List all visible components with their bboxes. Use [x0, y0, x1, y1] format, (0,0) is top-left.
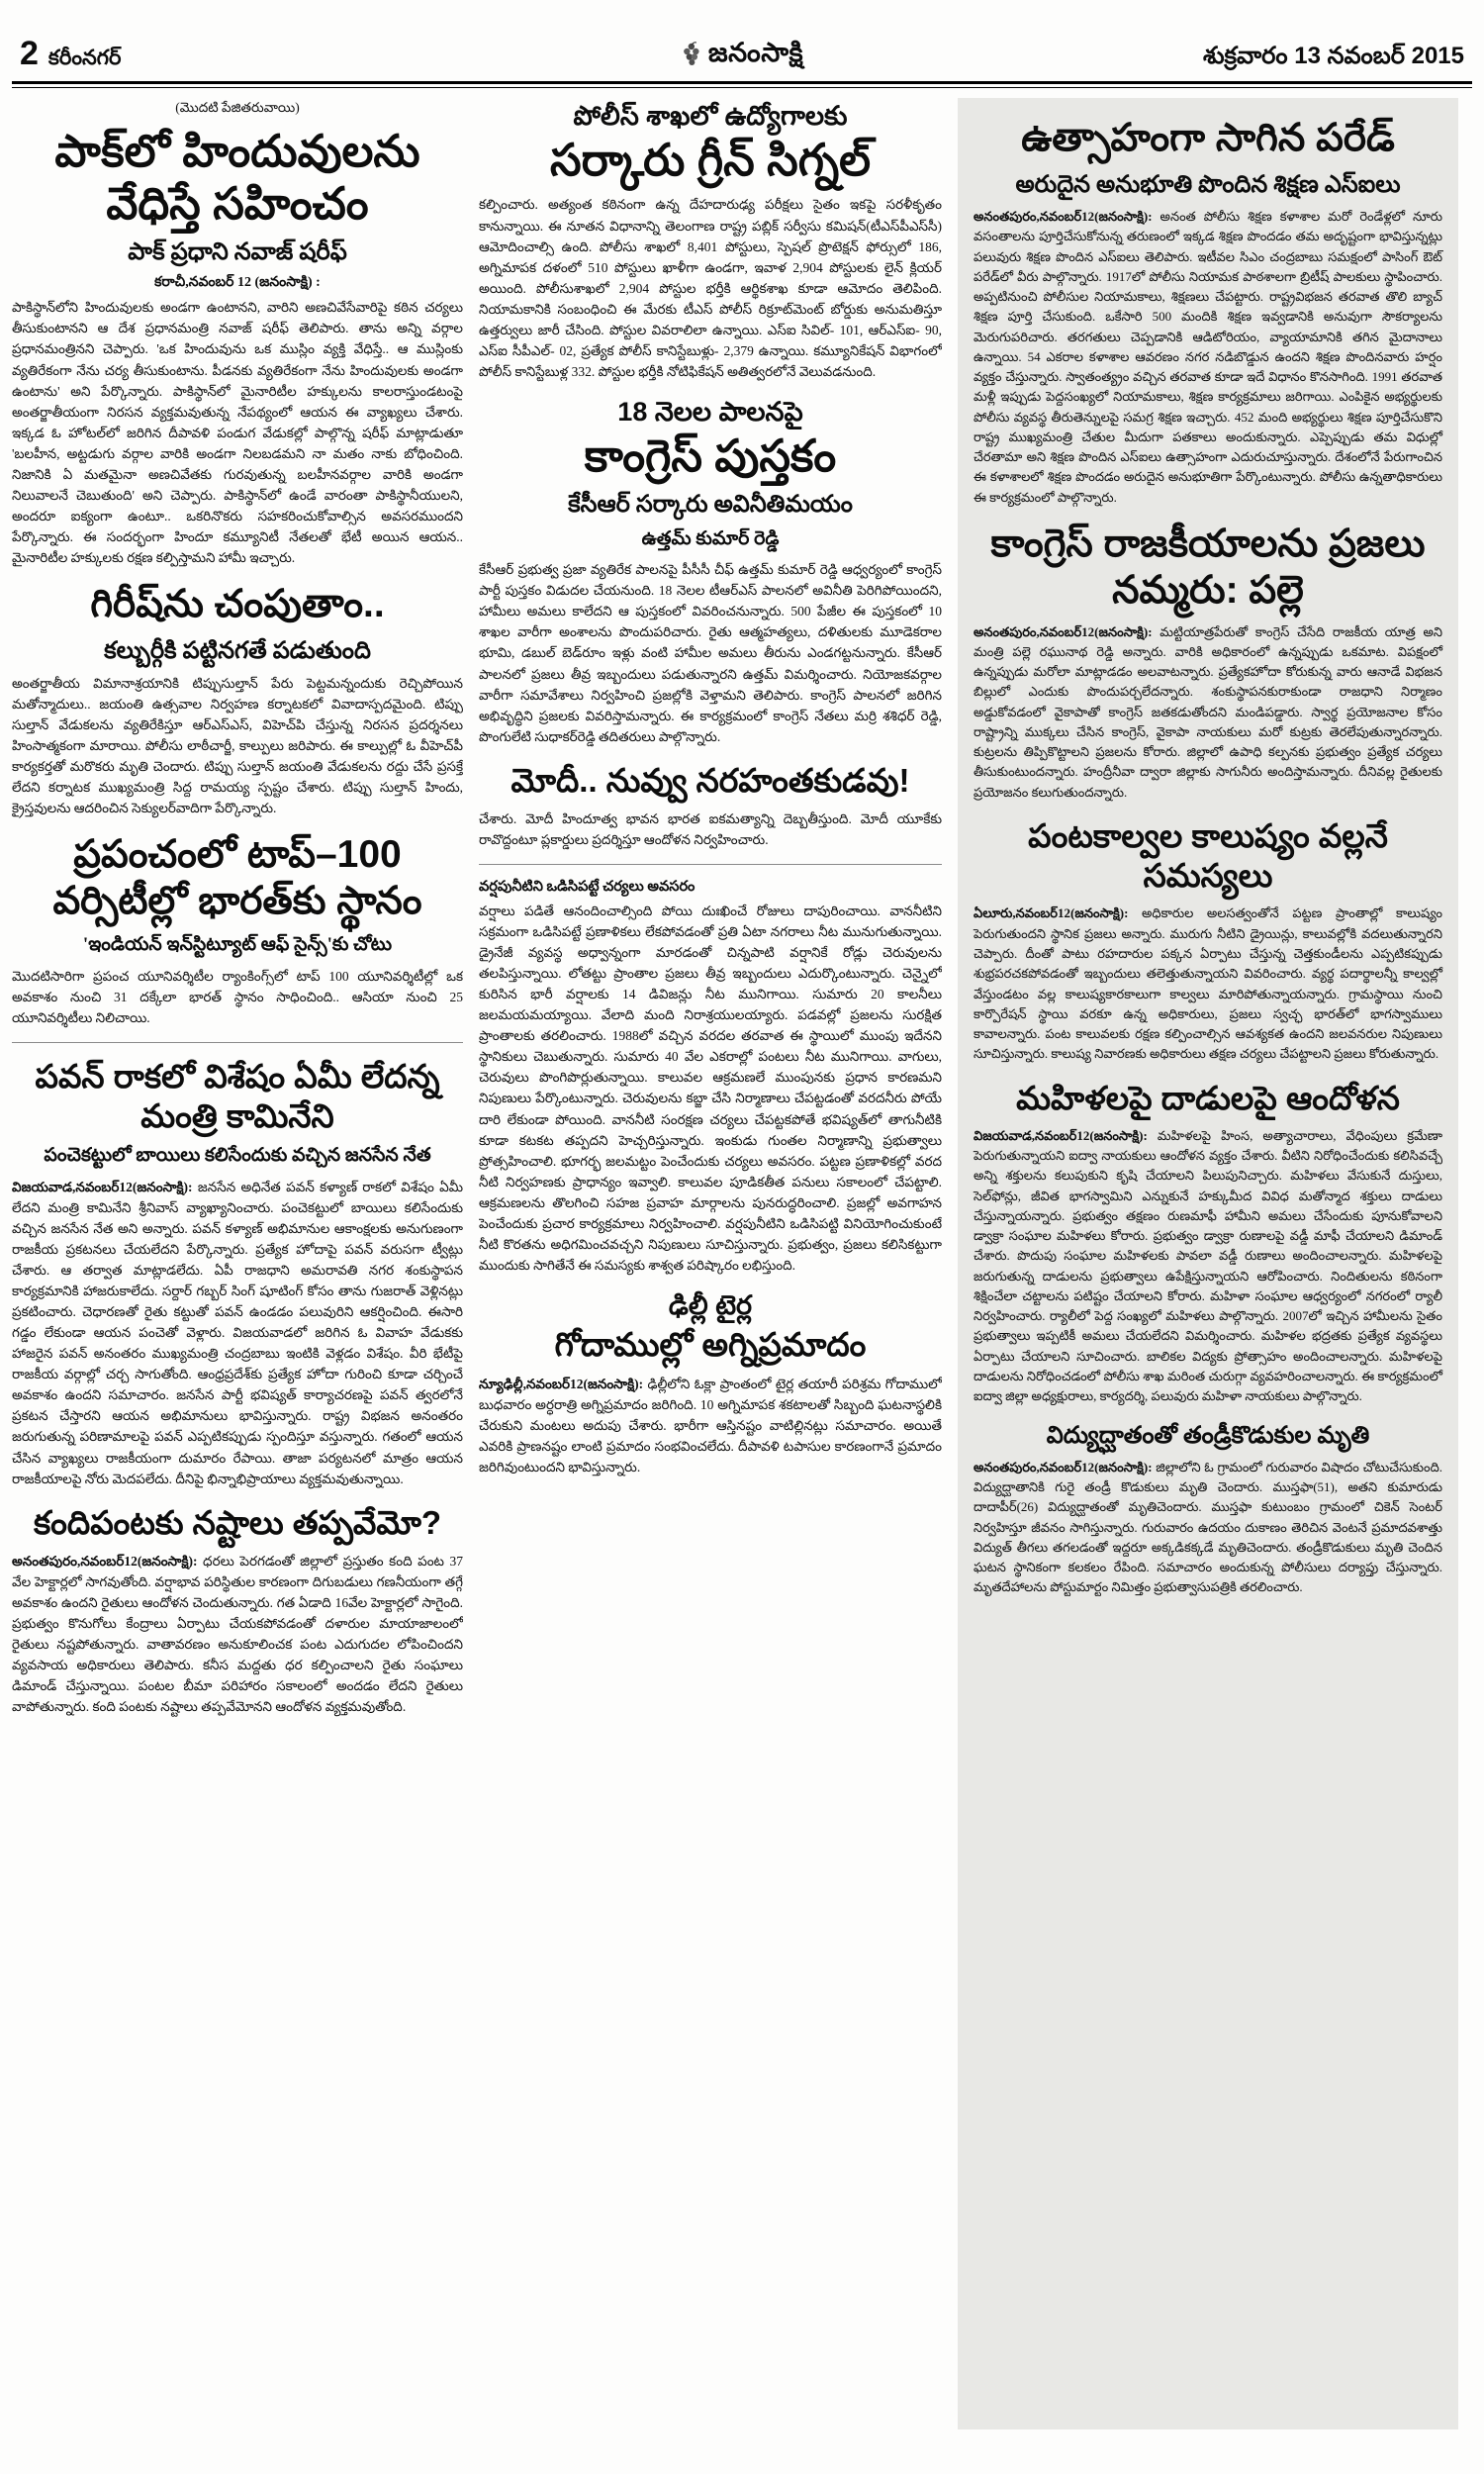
story-women — [974, 1079, 1442, 1407]
electrocution-dateline: అనంతపురం,నవంబర్12(జనంసాక్షి): — [974, 1459, 1153, 1475]
top100-headline: ప్రపంచంలో టాప్–100 వర్సిటీల్లో భారత్‌కు స్థానం — [52, 833, 422, 923]
story-kandi — [12, 1503, 463, 1718]
women-body-text: మహిళలపై హింస, అత్యాచారాలు, వేధింపులు క్రమేణా పెరుగుతున్నాయని ఐద్వా నాయకులు ఆందోళన వ్యక్తం చేశారు. వీటిని నిరోధించేందుకు కలిసివచ్చే అన్ని శక్తులను కలుపుకుని కృషి చేయాలని పిలుపునిచ్చారు. మహిళలు వేసుకునే దుస్తులు, సెల్‌ఫోన్లు, జీవిత భాగస్వామిని ఎన్నుకునే హక్కుమీద వివిధ మతోన్మాద శక్తులు దాడులు చేస్తున్నాయన్నారు. ప్రభుత్వం తక్షణం రుణమాఫీ హామీని అమలు చేసేందుకు పూనుకోవాలని డ్వాక్రా సంఘాల మహిళలు కోరారు. ప్రభుత్వం డ్వాక్రా రుణాలపై వడ్డీ మాఫీ చేయాలని డిమాండ్ చేశారు. పొదుపు సంఘాల మహిళలకు పావలా వడ్డీ రుణాలు అందించాలన్నారు. మహిళలపై జరుగుతున్న దాడులను ప్రభుత్వాలు ఉపేక్షిస్తున్నాయని ఆరోపించారు. నిందితులను కఠినంగా శిక్షించేలా చట్టాలను పటిష్టం చేయాలని కోరారు. మహిళా సంఘాల ఆధ్వర్యంలో నగరంలో ర్యాలీ నిర్వహించారు. ర్యాలీలో పెద్ద సంఖ్యలో మహిళలు పాల్గొన్నారు. 2007లో ఇచ్చిన హామీలను సైతం ప్రభుత్వాలు ఇప్పటికీ అమలు చేయలేదని విమర్శించారు. మహిళల భద్రతకు ప్రత్యేక వ్యవస్థలు ఏర్పాటు చేయాలని సూచించారు. బాలికల విద్యకు ప్రోత్సాహం అందించాలన్నారు. మహిళలపై దాడులను నిరోధించడంలో పోలీసు శాఖ మరింత చురుగ్గా వ్యవహరించాలన్నారు. ఈ కార్యక్రమంలో ఐద్వా జిల్లా అధ్యక్షురాలు, కార్యదర్శి, పలువురు మహిళా నాయకులు పాల్గొన్నారు. — [974, 1127, 1443, 1404]
parade-subhead: అరుదైన అనుభూతి పొందిన శిక్షణ ఎస్ఐలు — [1015, 171, 1401, 198]
women-headline: మహిళలపై దాడులపై ఆందోళన — [1016, 1079, 1400, 1116]
story-delhi-fire — [479, 1289, 942, 1477]
congress-book-headline: కాంగ్రెస్ పుస్తకం — [584, 430, 837, 482]
top100-body: మొదటిసారిగా ప్రపంచ యూనివర్శిటీల ర్యాంకింగ్స్‌లో టాప్ 100 యూనివర్శిటీల్లో ఒక అవకాశం నుంచి 31 దక్కేలా భారత్ స్థానం సాధించింది.. ఆసియా నుంచి 25 యూనివర్శిటీలు నిలిచాయి. — [12, 968, 463, 1025]
girish-subhead: కల్బుర్గీకి పట్టినగతే పడుతుంది — [104, 637, 371, 664]
canal-headline: పంటకాల్వల కాలుష్యం వల్లనే సమస్యలు — [1028, 816, 1388, 895]
header-rule — [12, 81, 1472, 88]
palle-body — [974, 622, 1442, 803]
page-header — [12, 26, 1472, 77]
middle-column — [479, 98, 942, 2461]
masthead-title: జనంసాక్షి — [707, 38, 804, 67]
modi-headline: మోదీ.. నువ్వు నరహంతకుడవు! — [510, 761, 910, 799]
story-pak-hindus — [12, 125, 463, 568]
congress-book-subhead2: ఉత్తమ్ కుమార్ రెడ్డి — [641, 527, 780, 549]
content-columns — [12, 98, 1472, 2461]
congress-book-kicker: 18 నెలల పాలనపై — [617, 396, 803, 427]
congress-book-subhead1: కేసీఆర్ సర్కారు అవినీతిమయం — [568, 492, 853, 519]
masthead-logo-icon — [681, 42, 702, 72]
congress-book-body: కేసీఆర్ ప్రభుత్వ ప్రజా వ్యతిరేక పాలనపై పీసీసీ చీఫ్ ఉత్తమ్ కుమార్ రెడ్డి ఆధ్వర్యంలో కాంగ్రెస్ పార్టీ పుస్తకం విడుదల చేయనుంది. 18 నెలల టీఆర్ఎస్ పాలనలో అవినీతి పెరిగిపోయిందని, హామీలు అమలు కాలేదని ఆ పుస్తకంలో వివరించనున్నారు. 500 పేజీల ఈ పుస్తకంలో 10 శాఖల వారీగా అంశాలను పొందుపరిచారు. రైతు ఆత్మహత్యలు, దళితులకు మూడెకరాల భూమి, డబుల్ బెడ్‌రూం ఇళ్లు వంటి హామీల అమలు తీరును ఎండగట్టనున్నారు. కేసీఆర్ పాలనలో ప్రజలు తీవ్ర ఇబ్బందులు పడుతున్నారని ఉత్తమ్ విమర్శించారు. నియోజకవర్గాల వారీగా సమావేశాలు నిర్వహించి ప్రజల్లోకి వెళ్తామని తెలిపారు. కాంగ్రెస్ పాలనలో జరిగిన అభివృద్ధిని ప్రజలకు వివరిస్తామన్నారు. ఈ కార్యక్రమంలో కాంగ్రెస్ నేతలు మర్రి శశిధర్ రెడ్డి, పొంగులేటి సుధాకర్‌రెడ్డి తదితరులు పాల్గొన్నారు. — [479, 562, 942, 744]
parade-dateline: అనంతపురం,నవంబర్12(జనంసాక్షి): — [974, 208, 1153, 224]
story-electrocution — [974, 1421, 1442, 1598]
women-body — [974, 1126, 1442, 1407]
pawan-headline: పవన్ రాకలో విశేషం ఏమీ లేదన్న మంత్రి కామినేని — [35, 1057, 440, 1134]
story-girish — [12, 582, 463, 818]
police-body: కల్పించారు. అత్యంత కఠినంగా ఉన్న దేహదారుఢ్య పరీక్షలు సైతం ఇకపై సరళీకృతం కానున్నాయి. ఈ నూతన విధానాన్ని తెలంగాణ రాష్ట్ర పబ్లిక్ సర్వీసు కమిషన్(టీఎస్‌పీఎస్‌సీ) ఆమోదించాల్సి ఉంది. పోలీసు శాఖలో 8,401 పోస్టులు, స్పెషల్ ప్రొటెక్షన్ ఫోర్సులో 186, అగ్నిమాపక దళంలో 510 పోస్టులు ఖాళీగా ఉండగా, ఇవాళ 2,904 పోస్టులకు లైన్ క్లియర్ అయింది. పోలీసుశాఖలో 2,904 పోస్టుల భర్తీకి ఆర్థికశాఖ కూడా ఆమోదం తెలిపింది. నియామకానికి సంబంధించి ఈ మేరకు టీఎస్ పోలీస్ రిక్రూట్‌మెంట్ బోర్డుకు అనుమతిస్తూ ఉత్తర్వులు జారీ చేసింది. పోస్టుల వివరాలిలా ఉన్నాయి. ఎస్ఐ సివిల్- 101, ఆర్‌ఎస్ఐ- 90, ఎస్ఐ సీపీఎల్- 02, ప్రత్యేక పోలీస్ కానిస్టేబుళ్లు- 2,379 ఉన్నాయి. కమ్యూనికేషన్ విభాగంలో పోలీస్ కానిస్టేబుళ్ల 332. పోస్టుల భర్తీకి నోటిఫికేషన్ అతిత్వరలోనే వెలువడనుంది. — [479, 197, 942, 379]
story-palle — [974, 522, 1442, 803]
continuation-note: (మొదటి పేజితరువాయి) — [175, 100, 300, 115]
electrocution-headline: విద్యుద్ఘాతంతో తండ్రీకొడుకుల మృతి — [1046, 1422, 1370, 1449]
electrocution-body — [974, 1458, 1442, 1598]
story-parade — [974, 116, 1442, 508]
story-canal — [974, 816, 1442, 1065]
right-gray-box — [958, 98, 1458, 2429]
police-kicker: పోలీస్ శాఖలో ఉద్యోగాలకు — [573, 101, 848, 131]
pawan-subhead: పంచెకట్టులో బాయిలు కలిసేందుకు వచ్చిన జనసేన నేత — [44, 1145, 431, 1167]
story-pawan — [12, 1057, 463, 1489]
right-column — [958, 98, 1458, 2461]
girish-body: అంతర్జాతీయ విమానాశ్రయానికి టిప్పుసుల్తాన్ పేరు పెట్టమన్నందుకు రెచ్చిపోయిన మతోన్మాదులు.. జయంతి ఉత్సవాల నిర్వహణ కర్నాటకలో వివాదాస్పదమైంది. టిప్పు సుల్తాన్ వేడుకలను వ్యతిరేకిస్తూ ఆర్ఎస్ఎస్, విహెచ్‌పి చేస్తున్న నిరసన ప్రదర్శనలు హింసాత్మకంగా మారాయి. పోలీసు లాఠీచార్జీ, కాల్పులు జరిపారు. ఈ కాల్పుల్లో ఓ వీహెచ్‌పీ కార్యకర్తతో మరొకరు మృతి చెందారు. టిప్పు సుల్తాన్ జయంతి వేడుకలను రద్దు చేసే ప్రసక్తే లేదని కర్నాటక ముఖ్యమంత్రి సిద్ద రామయ్య స్పష్టం చేశారు. టిప్పు సుల్తాన్ హిందు, క్రైస్తవులను ఆదరించిన సెక్యులర్‌వాదిగా పేర్కొన్నారు. — [12, 675, 463, 816]
delhi-fire-headline: గోదాముల్లో అగ్నిప్రమాదం — [554, 1326, 867, 1364]
pak-subhead: పాక్ ప్రధాని నవాజ్ షరీఫ్ — [128, 239, 347, 266]
pak-headline: పాక్‌లో హిందువులను వేధిస్తే సహించం — [54, 126, 420, 230]
pawan-dateline: విజయవాడ,నవంబర్12(జనంసాక్షి): — [12, 1179, 193, 1194]
story-congress-book — [479, 396, 942, 747]
pak-dateline: కరాచీ,నవంబర్ 12 (జనంసాక్షి) : — [154, 275, 321, 291]
canal-body-text: అధికారుల అలసత్వంతోనే పట్టణ ప్రాంతాల్లో కాలుష్యం పెరుగుతుందని స్థానిక ప్రజలు అన్నారు. మురుగు నీటిని డ్రైయిన్లు, కాలువల్లోకి వదలుతున్నారని చెప్పారు. దీంతో పాటు రహదారుల పక్కన ఏర్పాటు చేస్తున్న చెత్తకుండీలను ఎప్పటికప్పుడు శుభ్రపరచకపోవడంతో ఇబ్బందులు తలెత్తుతున్నాయని వివరించారు. వ్యర్థ పదార్థాలన్నీ కాల్వల్లో వేస్తుండటం వల్ల కాలుష్యకారకాలుగా కాల్వలు మారిపోతున్నాయన్నారు. గ్రామస్థాయి నుంచి కార్పొరేషన్ స్థాయి వరకూ ఉన్న అధికారులు, ప్రజలు స్వచ్ఛ భారత్‌లో భాగస్వాములు కావాలన్నారు. పంట కాలువలకు రక్షణ కల్పించాల్సిన ఆవశ్యకత ఉందని జలవనరుల నిపుణులు సూచిస్తున్నారు. కాలుష్య నివారణకు అధికారులు తక్షణ చర్యలు చేపట్టాలని ప్రజలు కోరుతున్నారు. — [974, 905, 1442, 1062]
palle-headline: కాంగ్రెస్ రాజకీయాలను ప్రజలు నమ్మరు: పల్లె — [990, 522, 1426, 612]
kandi-headline: కందిపంటకు నష్టాలు తప్పవేమో? — [33, 1503, 442, 1541]
rain-body: వర్షాలు పడితే ఆనందించాల్సింది పోయి దుఃఖించే రోజులు దాపురించాయి. వాననీటిని సక్రమంగా ఒడిసిపట్టే ప్రణాళికలు లేకపోవడంతో ప్రతి ఏటా నగరాలు నీట మునుగుతున్నాయి. డ్రైనేజీ వ్యవస్థ అధ్వాన్నంగా మారడంతో చిన్నపాటి వర్షానికే రోడ్లు చెరువులను తలపిస్తున్నాయి. లోతట్టు ప్రాంతాల ప్రజలు తీవ్ర ఇబ్బందులు ఎదుర్కొంటున్నారు. చెన్నైలో కురిసిన భారీ వర్షాలకు 14 డివిజన్లు నీట మునిగాయి. సుమారు 20 కాలనీలు జలమయమయ్యాయి. వేలాది మంది నిరాశ్రయులయ్యారు. పడవల్లో ప్రజలను సురక్షిత ప్రాంతాలకు తరలించారు. 1988లో వచ్చిన వరదల తరవాత ఈ స్థాయిలో ముంపు ఇదేనని స్థానికులు చెబుతున్నారు. సుమారు 40 వేల ఎకరాల్లో పంటలు నీట మునిగాయి. వాగులు, చెరువులు పొంగిపొర్లుతున్నాయి. కాలువల ఆక్రమణలే ముంపునకు ప్రధాన కారణమని నిపుణులు పేర్కొంటున్నారు. చెరువులను కబ్జా చేసి నిర్మాణాలు చేపట్టడంతో వరదనీరు పోయే దారి లేకుండా పోయింది. వాననీటి సంరక్షణ చర్యలు చేపట్టకపోతే భవిష్యత్‌లో తాగునీటికి కూడా కటకట తప్పదని హెచ్చరిస్తున్నారు. ఇంకుడు గుంతల నిర్మాణాన్ని ప్రభుత్వాలు ప్రోత్సహించాలి. భూగర్భ జలమట్టం పెంచేందుకు చర్యలు అవసరం. పట్టణ ప్రణాళికల్లో వరద నీటి నిర్వహణకు ప్రాధాన్యం ఇవ్వాలి. కాలువల పూడికతీత పనులు సకాలంలో చేపట్టాలి. ఆక్రమణలను తొలగించి సహజ ప్రవాహ మార్గాలను పునరుద్ధరించాలి. ప్రజల్లో అవగాహన పెంచేందుకు ప్రచార కార్యక్రమాలు నిర్వహించాలి. వర్షపునీటిని ఒడిసిపట్టి వినియోగించుకుంటే నీటి కొరతను అధిగమించవచ్చని నిపుణులు సూచిస్తున్నారు. ప్రభుత్వం, ప్రజలు కలిసికట్టుగా ముందుకు సాగితేనే ఈ సమస్యకు శాశ్వత పరిష్కారం లభిస్తుంది. — [479, 904, 942, 1273]
pawan-body — [12, 1177, 463, 1489]
story-modi — [479, 761, 942, 850]
edition-name: కరీంనగర్ — [47, 46, 122, 69]
delhi-fire-dateline: న్యూఢిల్లీ,నవంబర్12(జనంసాక్షి): — [479, 1376, 644, 1391]
police-headline: సర్కారు గ్రీన్ సిగ్నల్ — [549, 135, 872, 186]
top100-subhead: 'ఇండియన్ ఇన్‌స్టిట్యూట్ ఆఫ్ సైన్స్'కు చోటు — [82, 933, 393, 955]
left-column — [12, 98, 463, 2461]
story-top100 — [12, 832, 463, 1027]
middle-section-rule — [479, 864, 942, 865]
electrocution-body-text: జిల్లాలోని ఓ గ్రామంలో గురువారం విషాదం చోటుచేసుకుంది. విద్యుద్ఘాతానికి గురై తండ్రీ కొడుకులు మృతి చెందారు. ముస్తఫా(51), అతని కుమారుడు దాదాపీర్(26) విద్యుద్ఘాతంతో మృతిచెందారు. ముస్తఫా కుటుంబం గ్రామంలో చికెన్ సెంటర్ నిర్వహిస్తూ జీవనం సాగిస్తున్నారు. గురువారం ఉదయం దుకాణం తెరిచిన వెంటనే ప్రమాదవశాత్తు విద్యుత్ తీగలు తగలడంతో ఇద్దరూ అక్కడికక్కడే మృతిచెందారు. తండ్రీకొడుకులు మృతి చెందిన ఘటన స్థానికంగా కలకలం రేపింది. సమాచారం అందుకున్న పోలీసులు దర్యాప్తు చేస్తున్నారు. మృతదేహాలను పోస్టుమార్టం నిమిత్తం ప్రభుత్వాసుపత్రికి తరలించారు. — [974, 1459, 1442, 1595]
canal-dateline: ఏలూరు,నవంబర్12(జనంసాక్షి): — [974, 905, 1129, 921]
parade-headline: ఉత్సాహంగా సాగిన పరేడ్ — [1021, 117, 1395, 159]
canal-body — [974, 904, 1442, 1064]
pawan-body-text: జనసేన అధినేత పవన్ కళ్యాణ్ రాకలో విశేషం ఏమీ లేదని మంత్రి కామినేని శ్రీనివాస్ వ్యాఖ్యానించారు. పంచెకట్టులో బాయిలు కలిసేందుకు వచ్చిన జనసేన నేత అని అన్నారు. పవన్ కళ్యాణ్ అభిమానుల ఆకాంక్షలకు అనుగుణంగా రాజకీయ ప్రకటనలు చేయలేదని పేర్కొన్నారు. ప్రత్యేక హోదాపై పవన్ వరుసగా ట్వీట్లు చేశారు. ఆ తర్వాత మాట్లాడలేదు. ఏపీ రాజధాని అమరావతి నగర శంకుస్థాపన కార్యక్రమానికి హాజరుకాలేదు. సర్దార్ గబ్బర్ సింగ్ షూటింగ్ కోసం తాను గుజరాత్ వెళ్లినట్లు ప్రకటించారు. చెధారణతో రైతు కట్టుతో పవన్ ఉండడం పలువురిని ఆకర్షించింది. ఈసారి గడ్డం లేకుండా ఆయన పంచెతో వెళ్లారు. విజయవాడలో జరిగిన ఓ వివాహ వేడుకకు హాజరైన పవన్ అనంతరం ముఖ్యమంత్రి చంద్రబాబు ఇంటికి వెళ్లడం విశేషం. వీరి భేటీపై రాజకీయ వర్గాల్లో చర్చ సాగుతోంది. ఆంధ్రప్రదేశ్‌కు ప్రత్యేక హోదా గురించి కూడా చర్చించే అవకాశం ఉందని సమాచారం. జనసేన పార్టీ భవిష్యత్ కార్యాచరణపై పవన్ త్వరలోనే ప్రకటన చేస్తారని ఆయన అభిమానులు భావిస్తున్నారు. రాష్ట్ర విభజన అనంతరం జరుగుతున్న పరిణామాలపై పవన్ ఎప్పటికప్పుడు స్పందిస్తూ వస్తున్నారు. గతంలో ఆయన చేసిన వ్యాఖ్యలు రాజకీయంగా దుమారం రేపాయి. తాజా పర్యటనలో మాత్రం ఆయన రాజకీయాలపై నోరు మెదపలేదు. దీనిపై భిన్నాభిప్రాయాలు వ్యక్తమవుతున్నాయి. — [12, 1179, 463, 1486]
delhi-fire-body-text: ఢిల్లీలోని ఓక్లా ప్రాంతంలో టైర్ల తయారీ పరిశ్రమ గోదాములో బుధవారం అర్ధరాత్రి అగ్నిప్రమాదం జరిగింది. 10 అగ్నిమాపక శకటాలతో సిబ్బంది ఘటనాస్థలికి చేరుకుని మంటలు అదుపు చేశారు. భారీగా ఆస్తినష్టం వాటిల్లినట్లు సమాచారం. అయితే ఎవరికి ప్రాణనష్టం లాంటి ప్రమాదం సంభవించలేదు. దీపావళి టపాసుల కారణంగానే ప్రమాదం జరిగివుంటుందని భావిస్తున్నారు. — [479, 1376, 942, 1475]
page-number: 2 — [20, 35, 39, 72]
parade-body-text: అనంత పోలీసు శిక్షణ కళాశాల మరో రెండేళ్లలో నూరు వసంతాలను పూర్తిచేసుకోనున్న తరుణంలో ఇక్కడ శిక్షణ పొందడం తమ అదృష్టంగా భావిస్తున్నట్లు పలువురు శిక్షణ పొందిన ఎస్ఐలు తెలిపారు. ఇటీవల సిఎం చంద్రబాబు సమక్షంలో పాసింగ్ ఔట్ పరేడ్‌లో వీరు పాల్గొన్నారు. 1917లో పోలీసు నియామక పాఠశాలగా బ్రిటీష్ పాలకులు స్థాపించారు. అప్పటినుంచి పోలీసుల నియామకాలు, శిక్షణలు చేపట్టారు. రాష్ట్రవిభజన తరవాత తొలి బ్యాచ్ శిక్షణ పూర్తి చేసుకుంది. ఒకేసారి 500 మందికి శిక్షణ ఇవ్వడానికి అనువుగా సౌకర్యాలను మెరుగుపరిచారు. తరగతులు చెప్పడానికి ఆడిటోరియం, వ్యాయామానికి తగిన మైదానాలు ఉన్నాయి. 54 ఎకరాల కళాశాల ఆవరణం నగర నడిబొడ్డున ఉందని శిక్షణ పొందినవారు హర్షం వ్యక్తం చేస్తున్నారు. స్వాతంత్య్రం వచ్చిన తరవాత కూడా ఇదే విధానం కొనసాగింది. 1991 తరవాత మళ్లీ ఇప్పుడు పెద్దసంఖ్యలో నియామకాలు, శిక్షణ కార్యక్రమాలు జరిగాయి. ఎంపికైన అభ్యర్థులకు పోలీసు వ్యవస్థ తీరుతెన్నులపై సమగ్ర శిక్షణ ఇచ్చారు. 452 మంది అభ్యర్థులు శిక్షణ పూర్తిచేసుకొని రాష్ట్ర ముఖ్యమంత్రి చేతుల మీదుగా పతకాలు అందుకున్నారు. ఎప్పెప్పుడు తమ విధుల్లో చేరతామా అని శిక్షణ పొందిన ఎస్ఐలు ఉత్సాహంగా ఎదురుచూస్తున్నారు. దేశంలోనే పేరుగాంచిన ఈ కళాశాలలో శిక్షణ పొందడం అరుదైన అనుభూతిగా పేర్కొంటున్నారు. పోలీసు ఉన్నతాధికారులు ఈ కార్యక్రమంలో పాల్గొన్నారు. — [974, 208, 1442, 505]
kandi-body — [12, 1551, 463, 1717]
story-police-jobs — [479, 100, 942, 382]
palle-dateline: అనంతపురం,నవంబర్12(జనంసాక్షి): — [974, 623, 1153, 639]
header-left — [20, 35, 121, 75]
parade-body — [974, 207, 1442, 508]
delhi-fire-body — [479, 1374, 942, 1477]
delhi-fire-kicker: ఢిల్లీ టైర్ల — [668, 1289, 753, 1320]
modi-body: చేశారు. మోదీ హిందూత్వ భావన భారత ఐకమత్యాన్ని దెబ్బతీస్తుంది. మోదీ యూకేకు రావొద్దంటూ ప్లకార్డులు ప్రదర్శిస్తూ ఆందోళన నిర్వహించారు. — [479, 810, 942, 847]
left-section-rule — [12, 1042, 463, 1043]
rain-lead: వర్షపునీటిని ఒడిసిపట్టే చర్యలు అవసరం — [479, 879, 696, 896]
header-date: శుక్రవారం 13 నవంబర్ 2015 — [1203, 43, 1464, 69]
story-rainwater — [479, 879, 942, 1276]
pak-body: పాకిస్థాన్‌లోని హిందువులకు అండగా ఉంటానని, వారిని అణచివేసేవారిపై కఠిన చర్యలు తీసుకుంటానని ఆ దేశ ప్రధానమంత్రి నవాజ్ షరీఫ్ తెలిపారు. తాను అన్ని వర్గాల ప్రధానమంత్రినని చెప్పారు. 'ఒక హిందువును ఒక ముస్లిం వ్యక్తి వేధిస్తే.. ఆ ముస్లింకు వ్యతిరేకంగా నేను చర్య తీసుకుంటాను. పీడనకు వ్యతిరేకంగా నేను హిందువులకు అండగా ఉంటాను' అని పేర్కొన్నారు. పాకిస్థాన్‌లో మైనారిటీల హక్కులను కాలరాస్తుండటంపై అంతర్జాతీయంగా నిరసన వ్యక్తమవుతున్న నేపథ్యంలో ఆయన ఈ వ్యాఖ్యలు చేశారు. ఇక్కడ ఓ హోటల్‌లో జరిగిన దీపావళి పండుగ వేడుకల్లో పాల్గొన్న షరీఫ్ మాట్లాడుతూ 'బలహీన, అట్టడుగు వర్గాల వారికి అండగా నిలబడమని నా మతం నాకు బోధించింది. నిజానికి ఏ మతమైనా అణచివేతకు గురవుతున్న బలహీనవర్గాల వారికి అండగా నిలువాలనే చెబుతుంది' అని చెప్పారు. పాకిస్థాన్‌లో ఉండే వారంతా పాకిస్థానీయులని, అందరూ ఐక్యంగా ఉంటూ.. ఒకరినొకరు సహకరించుకోవాల్సిన అవసరముందని పేర్కొన్నారు. ఈ సందర్భంగా హిందూ కమ్యూనిటీ నేతలతో భేటీ అయిన ఆయన.. మైనారిటీల హక్కులకు రక్షణ కల్పిస్తామని హామీ ఇచ్చారు. — [12, 300, 463, 565]
girish-headline: గిరీష్‌ను చంపుతాం.. — [90, 582, 385, 625]
kandi-body-text: ధరలు పెరగడంతో జిల్లాలో ప్రస్తుతం కంది పంట 37 వేల హెక్టార్లలో సాగవుతోంది. వర్షాభావ పరిస్థితుల కారణంగా దిగుబడులు గణనీయంగా తగ్గే అవకాశం ఉందని రైతులు ఆందోళన చెందుతున్నారు. గత ఏడాది 16వేల హెక్టార్లలో సాగైంది. ప్రభుత్వం కొనుగోలు కేంద్రాలు ఏర్పాటు చేయకపోవడంతో దళారుల మాయాజాలంలో రైతులు నష్టపోతున్నారు. వాతావరణం అనుకూలించక పంట ఎదుగుదల లోపించిందని వ్యవసాయ అధికారులు తెలిపారు. కనీస మద్దతు ధర కల్పించాలని రైతు సంఘాలు డిమాండ్ చేస్తున్నాయి. పంటల బీమా పరిహారం సకాలంలో అందడం లేదని రైతులు వాపోతున్నారు. కంది పంటకు నష్టాలు తప్పవేమోనని ఆందోళన వ్యక్తమవుతోంది. — [12, 1553, 463, 1715]
masthead — [681, 38, 803, 75]
women-dateline: విజయవాడ,నవంబర్12(జనంసాక్షి): — [974, 1127, 1148, 1143]
kandi-dateline: అనంతపురం,నవంబర్12(జనంసాక్షి): — [12, 1553, 198, 1569]
palle-body-text: మట్టియాత్రపేరుతో కాంగ్రెస్ చేసేది రాజకీయ యాత్ర అని మంత్రి పల్లె రఘునాథ రెడ్డి అన్నారు. వారికి అధికారంలో ఉన్నప్పుడు ఒకమాట. విపక్షంలో ఉన్నప్పుడు మరోలా మాట్లాడడం అలవాటన్నారు. ప్రత్యేకహోదా కోరుకున్న వారు ఆనాడే విభజన బిల్లులో ఎందుకు పొందుపర్చలేదన్నారు. శంకుస్థాపనకురాకుండా రాజధాని నిర్మాణం అడ్డుకోవడంలో వైకాపాతో కాంగ్రెస్ జతకడుతోందని మండిపడ్డారు. స్వార్థ ప్రయోజనాల కోసం రాష్ట్రాన్ని ముక్కలు చేసిన కాంగ్రెస్, వైకాపా నాయకులు మరో కుట్రకు తెరలేపుతున్నారన్నారు. కుట్రలను తిప్పికొట్టాలని ప్రజలను కోరారు. జిల్లాలో ఉపాధి కల్పనకు ప్రభుత్వం ప్రత్యేక చర్యలు తీసుకుంటుందన్నారు. హంద్రీనీవా ద్వారా జిల్లాకు సాగునీరు అందిస్తామన్నారు. దీనివల్ల రైతులకు ప్రయోజనం కలుగుతుందన్నారు. — [974, 623, 1443, 800]
